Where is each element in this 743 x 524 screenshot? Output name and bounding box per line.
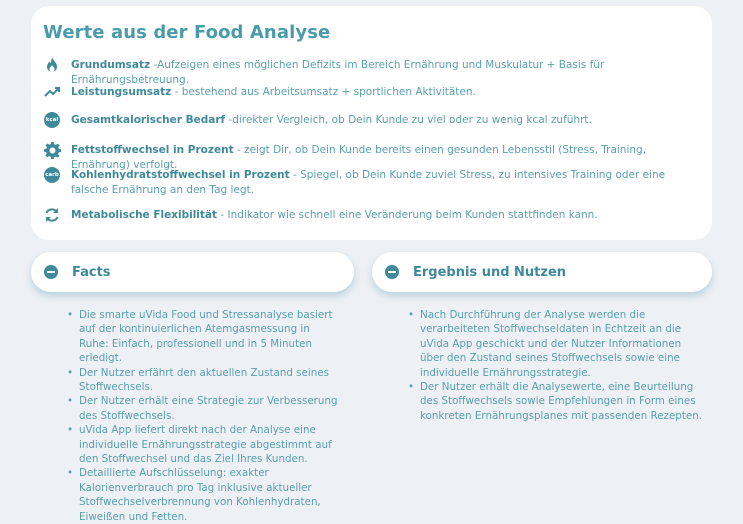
list-item: • Die smarte uVida Food und Stressanalyse basiert auf der kontinuierlichen Atemgasmessung in Ruhe: Einfach, professionell und in 5 Minuten erledigt. xyxy=(79,308,341,366)
list-item: • Der Nutzer erhält eine Strategie zur Verbesserung des Stoffwechsels. xyxy=(79,394,341,423)
row-text: - Spiegel, ob Dein Kunde zuviel Stress, zu intensives Training oder eine falsche Ernährung an den Tag legt. xyxy=(71,169,666,196)
result-title: Ergebnis und Nutzen xyxy=(413,264,567,280)
collapse-icon[interactable] xyxy=(385,265,399,279)
row-gesamtkalorischer-bedarf xyxy=(43,113,703,129)
list-item: • Nach Durchführung der Analyse werden die verarbeiteten Stoffwechseldaten in Echtzeit an die uVida App geschickt und der Nutzer Informationen über den Zustand seines Stoffwechsels sowie eine individuelle Ernährungsstrategie. xyxy=(420,308,702,380)
row-grundumsatz xyxy=(43,58,703,87)
row-text: - zeigt Dir, ob Dein Kunde bereits einen gesunden Lebensstil (Stress, Training, Ernährung) verfolgt. xyxy=(71,144,647,171)
facts-accordion-header[interactable] xyxy=(31,252,354,292)
carb-icon: carb xyxy=(43,166,61,184)
facts-list xyxy=(67,308,341,524)
refresh-icon xyxy=(43,206,61,224)
list-item: • Detaillierte Aufschlüsselung: exakter Kalorienverbrauch pro Tag inklusive aktueller Stoffwechselverbrennung von Kohlenhydraten, Eiweißen und Fetten. xyxy=(79,466,341,524)
row-label: Gesamtkalorischer Bedarf xyxy=(71,114,226,126)
row-leistungsumsatz xyxy=(43,85,703,101)
row-text: - bestehend aus Arbeitsumsatz + sportlichen Aktivitäten. xyxy=(171,86,476,98)
card-title: Werte aus der Food Analyse xyxy=(43,22,331,43)
row-label: Grundumsatz xyxy=(71,59,151,71)
flame-icon xyxy=(43,56,61,74)
trend-up-icon xyxy=(43,83,61,101)
food-analysis-card xyxy=(31,6,712,240)
row-text: -direkter Vergleich, ob Dein Kunde zu viel oder zu wenig kcal zuführt. xyxy=(225,114,592,126)
collapse-icon[interactable] xyxy=(44,265,58,279)
row-label: Leistungsumsatz xyxy=(71,86,172,98)
row-label: Metabolische Flexibilität xyxy=(71,209,218,221)
gear-icon xyxy=(43,141,61,159)
row-kohlenhydratstoffwechsel xyxy=(43,168,703,197)
result-list xyxy=(408,308,702,423)
list-item: • Der Nutzer erhält die Analysewerte, eine Beurteilung des Stoffwechsels sowie Empfehlungen in Form eines konkreten Ernährungsplanes mit passenden Rezepten. xyxy=(420,380,702,423)
list-item: • Der Nutzer erfährt den aktuellen Zustand seines Stoffwechsels. xyxy=(79,366,341,395)
list-item: • uVida App liefert direkt nach der Analyse eine individuelle Ernährungsstrategie abgestimmt auf den Stoffwechsel und das Ziel Ihres Kunden. xyxy=(79,423,341,466)
row-label: Fettstoffwechsel in Prozent xyxy=(71,144,234,156)
row-text: -Aufzeigen eines möglichen Defizits im Bereich Ernährung und Muskulatur + Basis für Ernährungsbetreuung. xyxy=(71,59,605,86)
row-metabolische-flexibilitaet xyxy=(43,208,703,224)
kcal-icon: kcal xyxy=(43,111,61,129)
result-accordion-header[interactable] xyxy=(372,252,712,292)
row-text: - Indikator wie schnell eine Veränderung beim Kunden stattfinden kann. xyxy=(217,209,598,221)
row-label: Kohlenhydratstoffwechsel in Prozent xyxy=(71,169,290,181)
facts-title: Facts xyxy=(72,264,111,280)
